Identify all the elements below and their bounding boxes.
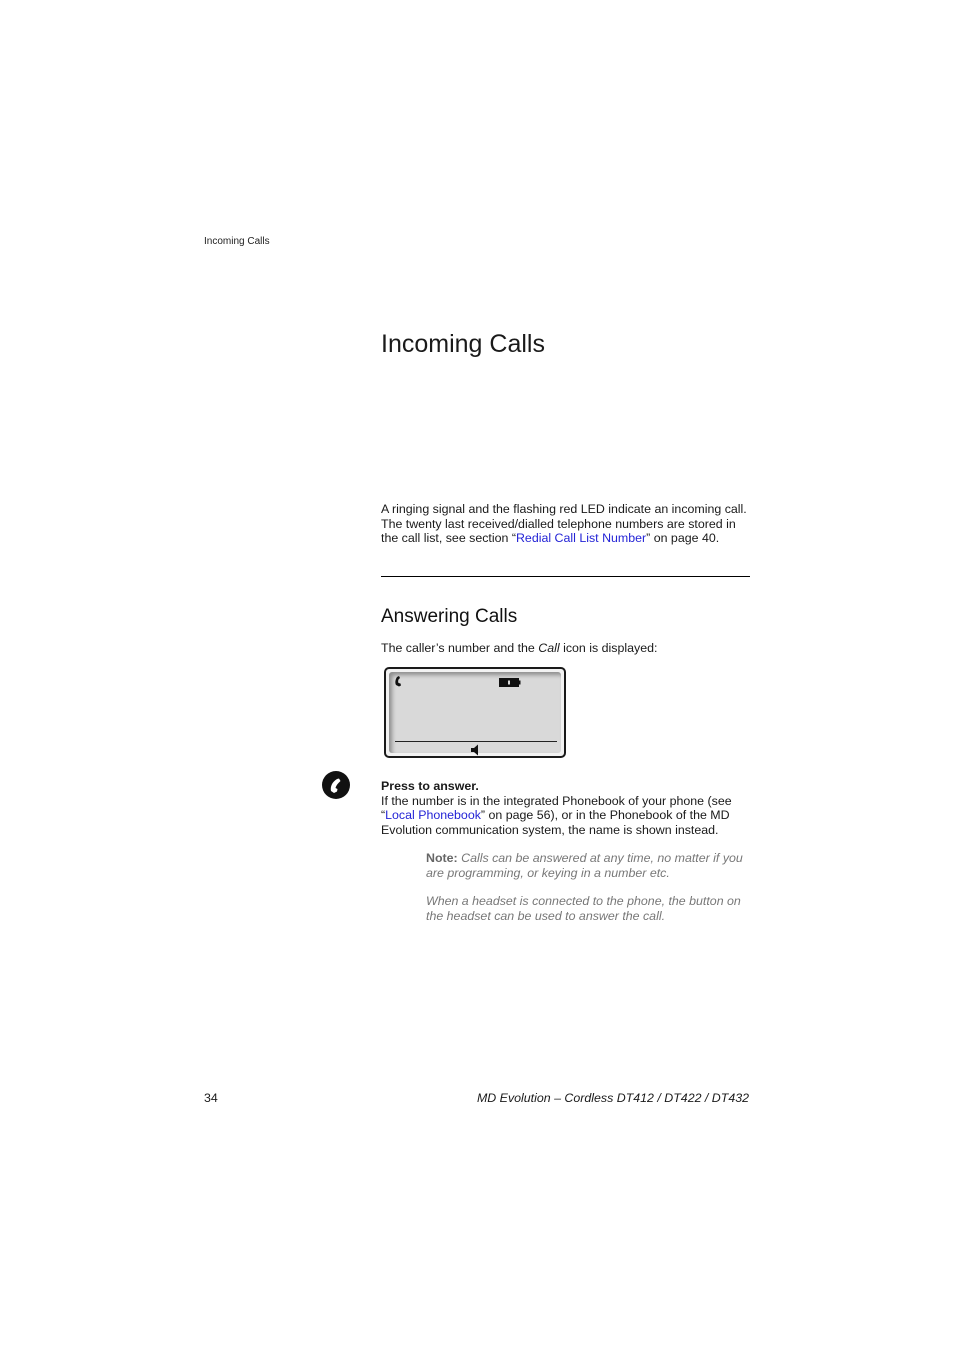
note-text: Calls can be answered at any time, no matter if you are programming, or keying in a number etc. bbox=[426, 851, 743, 880]
answer-instructions bbox=[381, 779, 761, 837]
battery-icon bbox=[499, 678, 521, 687]
note-label: Note: bbox=[426, 851, 458, 865]
speaker-icon bbox=[471, 744, 480, 756]
press-to-answer-label: Press to answer. bbox=[381, 779, 479, 793]
caller-text-after: icon is displayed: bbox=[559, 641, 658, 655]
intro-paragraph bbox=[381, 502, 761, 546]
intro-line-1: A ringing signal and the flashing red LED indicate an incoming call. bbox=[381, 502, 747, 516]
caller-text-before: The caller’s number and the bbox=[381, 641, 539, 655]
answer-key-icon bbox=[322, 771, 350, 799]
display-softkey-divider bbox=[395, 741, 557, 742]
note-headset: When a headset is connected to the phone, the button on the headset can be used to answer the call. bbox=[426, 894, 741, 923]
answer-text-after-link: ” on page 56), or in the Phonebook of the MD bbox=[480, 808, 730, 822]
page-number: 34 bbox=[204, 1091, 218, 1105]
display-screen bbox=[389, 672, 561, 753]
answer-text-before-link: “ bbox=[381, 808, 386, 822]
intro-line-3 bbox=[381, 531, 761, 546]
phone-display-illustration bbox=[384, 667, 566, 758]
section-heading: Answering Calls bbox=[381, 606, 518, 627]
handset-icon bbox=[322, 771, 350, 799]
handset-icon bbox=[394, 675, 404, 687]
intro-text-before-link: the call list, see section “ bbox=[381, 531, 516, 545]
intro-line-2: The twenty last received/dialled telephone numbers are stored in bbox=[381, 516, 736, 531]
local-phonebook-link[interactable]: Local Phonebook bbox=[385, 808, 481, 822]
call-icon-label: Call bbox=[538, 641, 560, 655]
section-divider bbox=[381, 576, 750, 577]
page-title: Incoming Calls bbox=[381, 330, 545, 358]
note-answer-any-time bbox=[426, 851, 756, 881]
answer-line-1: If the number is in the integrated Phonebook of your phone (see bbox=[381, 793, 732, 808]
running-header: Incoming Calls bbox=[204, 236, 270, 247]
answer-line-2 bbox=[381, 808, 761, 823]
answer-line-3: Evolution communication system, the name is shown instead. bbox=[381, 822, 719, 837]
caller-description bbox=[381, 641, 761, 656]
redial-call-list-link[interactable]: Redial Call List Number bbox=[515, 531, 647, 545]
intro-text-after-link: ” on page 40. bbox=[646, 531, 720, 545]
footer-document-title: MD Evolution – Cordless DT412 / DT422 / DT432 bbox=[476, 1091, 749, 1105]
